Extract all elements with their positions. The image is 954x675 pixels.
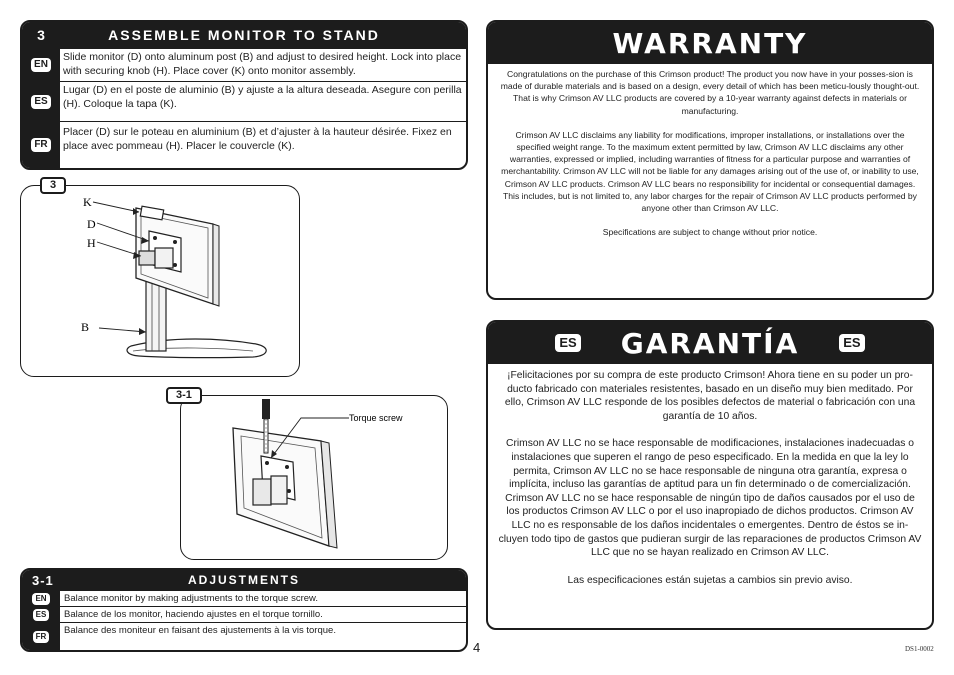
assemble-text-es: Lugar (D) en el poste de aluminio (B) y ajuste a la altura deseada. Asegure con perilla (H). Coloque la tapa (K). [63,84,462,110]
label-k: K [83,195,92,209]
assemble-title: ASSEMBLE MONITOR TO STAND [108,27,380,43]
adjustments-section [20,568,468,652]
figure-3-1-frame [180,395,448,560]
label-h: H [87,236,96,250]
garantia-paragraph: ¡Felicitaciones por su compra de este producto Crimson! Ahora tiene en su poder un pro-ducto fabricado con materiales resistentes, basado en un diseño muy bien meditado. Por ello, Crimson AV LLC responde de los posibles defectos de material o fabricación con una garantía de 10 años. [504,370,916,422]
warranty-header [488,22,932,64]
adjustments-row-fr [22,622,466,650]
torque-screw-illustration [181,396,448,560]
monitor-stand-illustration [21,186,300,377]
adjustments-number: 3-1 [32,572,54,588]
garantia-badge-right: ES [839,334,864,352]
garantia-body [488,364,932,606]
lang-badge-es: ES [33,609,50,621]
label-d: D [87,217,96,231]
warranty-paragraph: Specifications are subject to change without prior notice. [602,227,818,238]
adjustments-text-en: Balance monitor by making adjustments to the torque screw. [64,593,318,604]
garantia-paragraph: Crimson AV LLC no se hace responsable de modificaciones, instalaciones inadecuadas o instalaciones que superen el rango de peso especificado. En la medida en que la ley lo permita, Crimson AV LLC no se hace responsable de ninguna otra garantía, expresa o implícita, incluso las garantías de aptitud para un fin determinado o de comercialización. Crimson AV LLC no se hace responsable de ningún tipo de daños causados por el uso de los productos Crimson AV LLC o por el uso inapropiado de dichos productos. Crimson AV LLC no es responsable de los daños incidentales o emergentes. Dentro de éstos se in-cluyen todo tipo de gastos que pudieran surgir de las reparaciones de productos Crimson AV LLC que no se hayan realizado en Crimson AV LLC. [498,438,922,559]
lang-badge-en: EN [32,593,49,605]
figure-3-frame [20,185,300,377]
adjustments-text-es: Balance de los monitor, haciendo ajustes en el torque tornillo. [64,609,323,620]
assemble-row-en [22,48,466,81]
garantia-badge-left: ES [555,334,580,352]
warranty-paragraph: Crimson AV LLC disclaims any liability for modifications, improper installations, or installations over the specified weight range. To the maximum extent permitted by law, Crimson AV LLC disclaims any other warranties, expressed or implied, including warranties of fitness for a particular purpose and warranties of merchantability. Crimson AV LLC will not be liable for any damages arising out of the use of, or inability to use, Crimson AV LLC products. Crimson AV LLC bears no responsibility for incidental or consequential damages. This includes, but is not limited to, any labor charges for the repair of Crimson AV LLC products performed by anyone other than Crimson AV LLC. [501,129,919,214]
garantia-paragraph: Las especificaciones están sujetas a cambios sin previo aviso. [567,574,853,586]
lang-badge-fr: FR [31,138,50,152]
assemble-section [20,20,468,170]
warranty-title: WARRANTY [612,26,808,60]
assemble-header [22,22,466,48]
adjustments-header [22,570,466,590]
assemble-row-fr [22,121,466,168]
lang-badge-es: ES [31,95,50,109]
assemble-text-en: Slide monitor (D) onto aluminum post (B) and adjust to desired height. Lock into place with securing knob (H). Place cover (K) onto monitor assembly. [63,51,462,77]
torque-screw-label: Torque screw [349,413,403,423]
page-number: 4 [473,640,481,655]
adjustments-title: ADJUSTMENTS [187,573,300,587]
garantia-title: GARANTÍA [620,326,800,360]
lang-badge-fr: FR [33,631,50,643]
warranty-paragraph: Congratulations on the purchase of this Crimson product! The product you now have in your posses-sion is made of durable materials and is based on a design, every detail of which has been meticu-lously thought-out. That is why Crimson AV LLC products are covered by a 10-year warranty against defects in materials or manufacturing. [500,69,920,116]
assemble-text-fr: Placer (D) sur le poteau en aluminium (B) et d’ajuster à la hauteur désirée. Fixez en place avec pommeau (H). Placer le couvercle (K). [63,126,452,152]
adjustments-row-es [22,606,466,622]
adjustments-text-fr: Balance des moniteur en faisant des ajustements à la vis torque. [64,625,336,636]
warranty-body [488,64,932,254]
assemble-row-es [22,81,466,121]
figure-3-1-tag: 3-1 [166,387,202,404]
adjustments-row-en [22,590,466,606]
document-id: DS1-0002 [905,645,934,653]
garantia-section [486,320,934,630]
label-b: B [81,320,90,334]
garantia-header [488,322,932,364]
warranty-section [486,20,934,300]
lang-badge-en: EN [31,58,51,72]
figure-3-tag: 3 [40,177,66,194]
assemble-number: 3 [37,27,45,43]
